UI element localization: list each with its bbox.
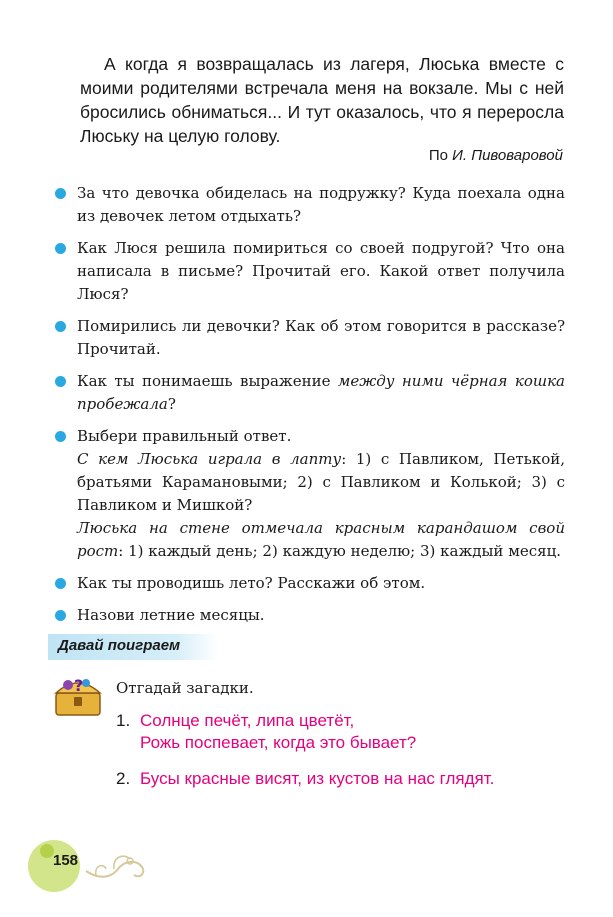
question-item <box>55 425 565 563</box>
riddle-item <box>116 768 566 790</box>
story-excerpt: А когда я возвращалась из лагеря, Люська вместе с моими родителями встречала меня на вокзале. Мы с ней бросились обниматься... И тут оказалось, что я переросла Люську на целую голову. <box>80 54 564 146</box>
bullet-icon <box>55 610 66 621</box>
attribution-prefix: По <box>428 147 448 164</box>
question-text: Как Люся решила помириться со своей подругой? Что она написала в письме? Прочитай его. Какой ответ получила Люся? <box>77 239 565 303</box>
question-item <box>55 182 565 228</box>
riddles-intro: Отгадай загадки. <box>116 679 254 697</box>
bullet-icon <box>55 321 66 332</box>
page-number: 158 <box>53 852 79 869</box>
riddle-number: 1. <box>116 711 131 730</box>
riddle-list <box>116 710 566 804</box>
question-text: За что девочка обиделась на подружку? Куда поехала одна из девочек летом отдыхать? <box>77 184 565 225</box>
question-part1-italic: С кем Люська играла в лапту <box>77 450 342 468</box>
bullet-icon <box>55 376 66 387</box>
attribution-author: И. Пивоваровой <box>452 147 563 164</box>
attribution <box>429 147 563 164</box>
section-title: Давай поиграем <box>58 637 181 654</box>
question-text: Как ты проводишь лето? Расскажи об этом. <box>77 574 426 592</box>
question-item <box>55 572 565 595</box>
question-idiom: между ними чёрная кошка пробежала <box>77 372 565 413</box>
question-part2-italic: Люська на стене отмечала красным карандашом свой рост <box>77 519 565 560</box>
riddle-line: Рожь поспевает, когда это бывает? <box>140 733 417 752</box>
page-dot-decoration <box>40 844 54 858</box>
treasure-chest-icon <box>52 671 104 719</box>
riddle-line: Солнце печёт, липа цветёт, <box>140 711 355 730</box>
riddle-line: Бусы красные висят, из кустов на нас глядят. <box>140 769 495 788</box>
question-item <box>55 315 565 361</box>
question-text-before: Как ты понимаешь выражение <box>77 372 338 390</box>
section-header <box>48 634 218 660</box>
riddle-number: 2. <box>116 769 131 788</box>
question-item <box>55 604 565 627</box>
riddle-item <box>116 710 566 754</box>
bullet-icon <box>55 243 66 254</box>
question-text-after: ? <box>167 395 176 413</box>
question-text: Помирились ли девочки? Как об этом говорится в рассказе? Прочитай. <box>77 317 565 358</box>
bullet-icon <box>55 188 66 199</box>
svg-text:?: ? <box>74 676 84 695</box>
question-part1-options: : 1) с Павликом, Петькой, братьями Карамановыми; 2) с Павликом и Колькой; 3) с Павликом и Мишкой? <box>77 450 565 514</box>
question-lead: Выбери правильный ответ. <box>77 427 292 445</box>
bullet-icon <box>55 578 66 589</box>
swirl-ornament-icon <box>84 845 154 883</box>
question-list <box>55 182 565 636</box>
question-item <box>55 237 565 306</box>
question-text: Назови летние месяцы. <box>77 606 265 624</box>
bullet-icon <box>55 431 66 442</box>
question-part2-options: : 1) каждый день; 2) каждую неделю; 3) каждый месяц. <box>118 542 562 560</box>
question-item <box>55 370 565 416</box>
